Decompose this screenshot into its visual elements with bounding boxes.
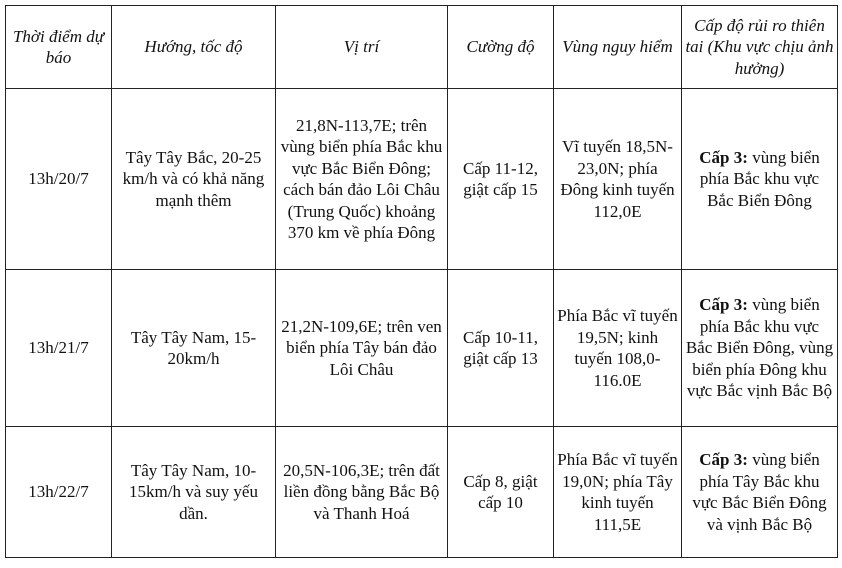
cell-position: 21,8N-113,7E; trên vùng biển phía Bắc khu vực Bắc Biển Đông; cách bán đảo Lôi Châu (Trung Quốc) khoảng 370 km về phía Đông: [276, 89, 448, 270]
risk-area-text: vùng biển phía Bắc khu vực Bắc Biển Đông: [699, 147, 820, 210]
risk-area-text: vùng biển phía Tây Bắc khu vực Bắc Biển Đông và vịnh Bắc Bộ: [692, 450, 827, 534]
risk-level-label: Cấp 3:: [699, 450, 748, 469]
cell-danger-zone: Vĩ tuyến 18,5N-23,0N; phía Đông kinh tuyến 112,0E: [554, 89, 682, 270]
cell-intensity: Cấp 10-11, giật cấp 13: [448, 270, 554, 427]
risk-level-label: Cấp 3:: [699, 147, 748, 167]
risk-area-text: vùng biển phía Bắc khu vực Bắc Biển Đông, vùng biển phía Đông khu vực Bắc vịnh Bắc Bộ: [685, 295, 834, 401]
cell-direction: Tây Tây Nam, 10-15km/h và suy yếu dần.: [112, 427, 276, 558]
table-row: [6, 89, 838, 270]
cell-danger-zone: Phía Bắc vĩ tuyến 19,0N; phía Tây kinh tuyến 111,5E: [554, 427, 682, 558]
cell-direction: Tây Tây Bắc, 20-25 km/h và có khả năng mạnh thêm: [112, 89, 276, 270]
header-forecast-time: Thời điểm dự báo: [6, 6, 112, 89]
risk-level-label: Cấp 3:: [699, 295, 748, 315]
header-danger-zone: Vùng nguy hiểm: [554, 6, 682, 89]
cell-time: 13h/22/7: [6, 427, 112, 558]
table-header-row: [6, 6, 838, 89]
cell-time: 13h/21/7: [6, 270, 112, 427]
header-intensity: Cường độ: [448, 6, 554, 89]
cell-intensity: Cấp 8, giật cấp 10: [448, 427, 554, 558]
cell-position: 21,2N-109,6E; trên ven biển phía Tây bán đảo Lôi Châu: [276, 270, 448, 427]
cell-risk: [682, 427, 838, 558]
cell-danger-zone: Phía Bắc vĩ tuyến 19,5N; kinh tuyến 108,0-116.0E: [554, 270, 682, 427]
cell-risk: [682, 89, 838, 270]
cell-time: 13h/20/7: [6, 89, 112, 270]
cell-risk: [682, 270, 838, 427]
header-direction-speed: Hướng, tốc độ: [112, 6, 276, 89]
cell-position: 20,5N-106,3E; trên đất liền đồng bằng Bắc Bộ và Thanh Hoá: [276, 427, 448, 558]
header-position: Vị trí: [276, 6, 448, 89]
table-row: [6, 427, 838, 558]
table-row: [6, 270, 838, 427]
cell-intensity: Cấp 11-12, giật cấp 15: [448, 89, 554, 270]
cell-direction: Tây Tây Nam, 15-20km/h: [112, 270, 276, 427]
header-risk-level: Cấp độ rủi ro thiên tai (Khu vực chịu ảnh hưởng): [682, 6, 838, 89]
storm-forecast-table: [5, 5, 838, 558]
